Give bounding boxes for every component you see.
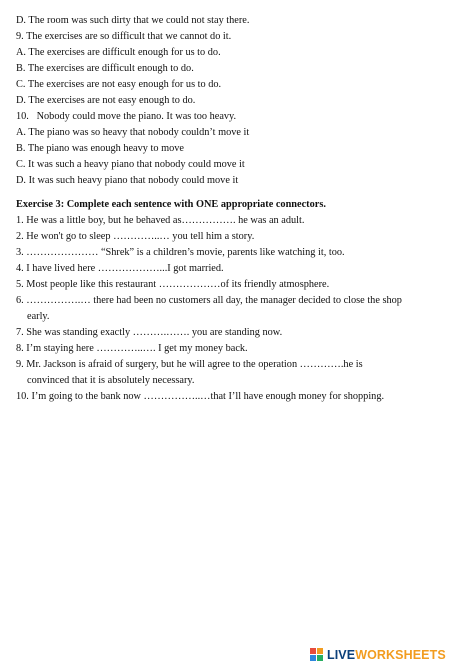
exercise-item: 5. Most people like this restaurant ………………of its friendly atmosphere. <box>16 279 330 290</box>
option-line: C. It was such a heavy piano that nobody could move it <box>16 159 245 170</box>
exercise-item: 10. I’m going to the bank now ……………..…that I’ll have enough money for shopping. <box>16 391 385 402</box>
logo-text-worksheets: WORKSHEETS <box>355 648 446 662</box>
exercise-item: 8. I’m staying here …………..…. I get my money back. <box>16 343 248 354</box>
liveworksheets-logo <box>310 648 446 662</box>
option-line: D. It was such heavy piano that nobody could move it <box>16 175 239 186</box>
option-line: B. The piano was enough heavy to move <box>16 143 184 154</box>
exercise-item-continuation: convinced that it is absolutely necessary. <box>27 375 195 386</box>
option-line: D. The exercises are not easy enough to do. <box>16 95 196 106</box>
exercise-item: 1. He was a little boy, but he behaved as……………. he was an adult. <box>16 215 305 226</box>
question-line: 10. Nobody could move the piano. It was too heavy. <box>16 111 237 122</box>
option-line: A. The piano was so heavy that nobody couldn’t move it <box>16 127 250 138</box>
option-line: A. The exercises are difficult enough for us to do. <box>16 47 221 58</box>
exercise-item: 2. He won't go to sleep …………..… you tell him a story. <box>16 231 255 242</box>
exercise-item: 6. …………….… there had been no customers all day, the manager decided to close the shop <box>16 295 402 306</box>
liveworksheets-logo-icon <box>310 648 324 662</box>
option-line: D. The room was such dirty that we could not stay there. <box>16 15 250 26</box>
option-line: C. The exercises are not easy enough for us to do. <box>16 79 222 90</box>
exercise-item: 4. I have lived here ………………...I got married. <box>16 263 224 274</box>
option-line: B. The exercises are difficult enough to do. <box>16 63 194 74</box>
logo-text-live: LIVE <box>327 648 356 662</box>
exercise-item: 9. Mr. Jackson is afraid of surgery, but he will agree to the operation ………….he is <box>16 359 363 370</box>
exercise-item-continuation: early. <box>27 311 50 322</box>
exercise-item: 3. ………………… “Shrek” is a children’s movie, parents like watching it, too. <box>16 247 345 258</box>
exercise-item: 7. She was standing exactly ……….……. you are standing now. <box>16 327 283 338</box>
question-line: 9. The exercises are so difficult that we cannot do it. <box>16 31 232 42</box>
exercise-heading: Exercise 3: Complete each sentence with ONE appropriate connectors. <box>16 199 326 210</box>
